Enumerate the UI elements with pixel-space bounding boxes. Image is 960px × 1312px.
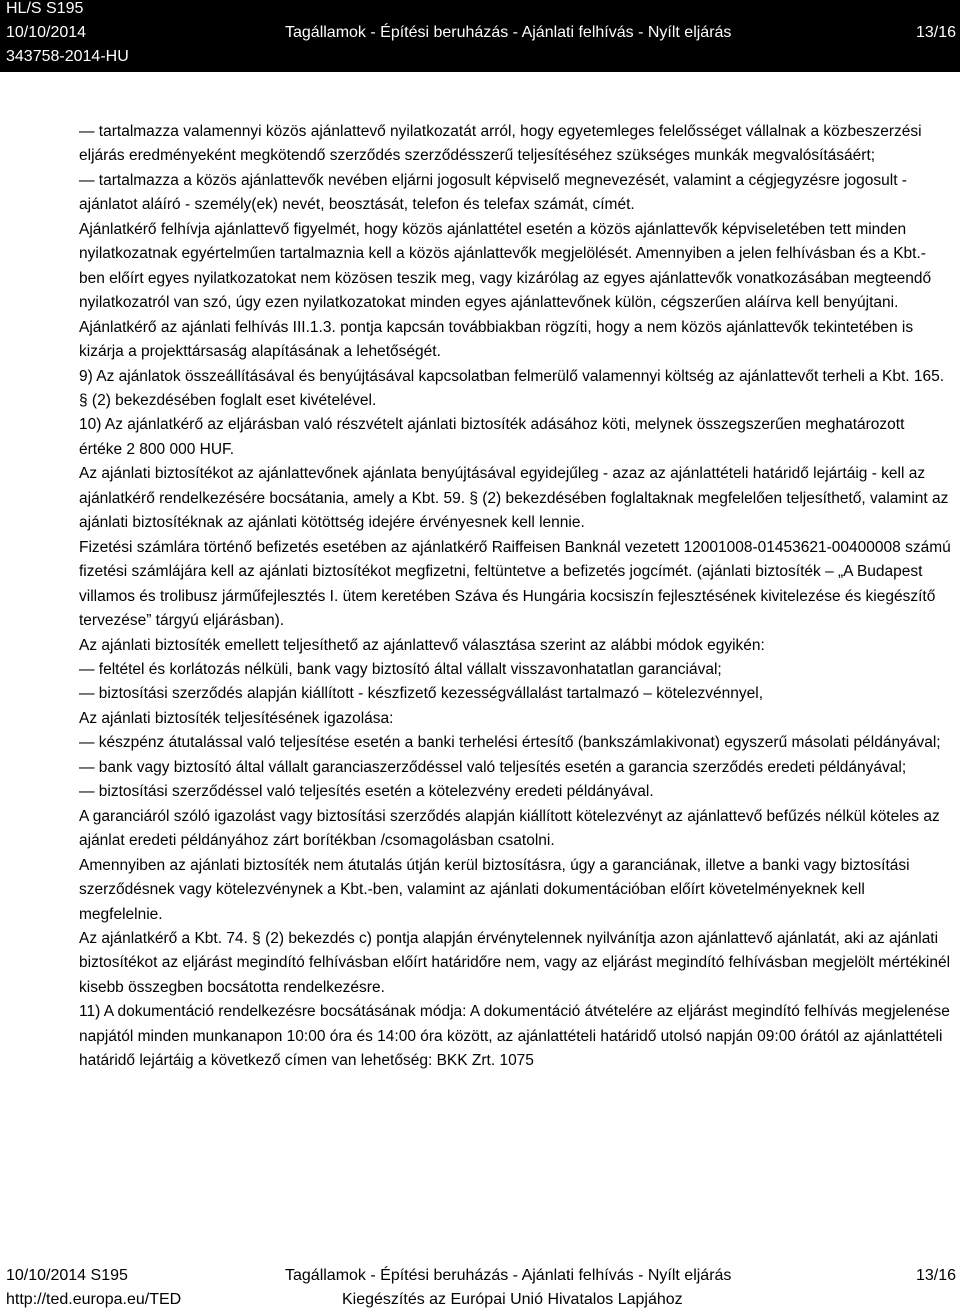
paragraph: — tartalmazza valamennyi közös ajánlattevő nyilatkozatát arról, hogy egyetemleges felelősséget vállalnak a közbeszerzési eljárás eredményeként megkötendő szerződés szerződésszerű teljesítéséhez szükséges munkák megvalósításáért; [79, 123, 922, 165]
page-footer [0, 1262, 960, 1311]
paragraph: — készpénz átutalással való teljesítése esetén a banki terhelési értesítő (bankszámlakivonat) egyszerű másolati példányával; [79, 734, 941, 752]
paragraph: 11) A dokumentáció rendelkezésre bocsátásának módja: A dokumentáció átvételére az eljárást megindító felhívás megjelenése napjától minden munkanapon 10:00 óra és 14:00 óra között, az ajánlattételi határidő utolsó napján 09:00 órától az ajánlattételi határidő lejártáig a következő címen van lehetőség: BKK Zrt. 1075 [79, 1003, 950, 1070]
page-header [0, 0, 960, 72]
header-series: HL/S S195 [6, 0, 84, 17]
paragraph: 9) Az ajánlatok összeállításával és benyújtásával kapcsolatban felmerülő valamennyi költség az ajánlattevőt terheli a Kbt. 165. § (2) bekezdésében foglalt eset kivételével. [79, 367, 945, 409]
paragraph: Fizetési számlára történő befizetés esetében az ajánlatkérő Raiffeisen Banknál vezetett 12001008-01453621-00400008 számú fizetési számlájára kell az ajánlati biztosítékot megfizetni, feltüntetve a befizetés jogcímét. (ajánlati biztosíték – „A Budapest villamos és trolibusz járműfejlesztés I. ütem keretében Száva és Hungária kocsiszín fejlesztésének kivitelezése és kiegészítő tervezése” tárgyú eljárásban). [79, 538, 951, 630]
header-title: Tagállamok - Építési beruházás - Ajánlati felhívás - Nyílt eljárás [285, 24, 732, 41]
paragraph: — feltétel és korlátozás nélküli, bank vagy biztosító által vállalt visszavonhatatlan garanciával; [79, 660, 722, 678]
footer-subtitle: Kiegészítés az Európai Unió Hivatalos Lapjához [342, 1291, 683, 1308]
header-doc-id: 343758-2014-HU [6, 48, 129, 65]
footer-title: Tagállamok - Építési beruházás - Ajánlati felhívás - Nyílt eljárás [285, 1267, 732, 1284]
footer-url: http://ted.europa.eu/TED [6, 1291, 182, 1308]
paragraph: 10) Az ajánlatkérő az eljárásban való részvételt ajánlati biztosíték adásához köti, melynek összegszerűen meghatározott értéke 2 800 000 HUF. [79, 416, 905, 458]
paragraph: Ajánlatkérő felhívja ajánlattevő figyelmét, hogy közös ajánlattétel esetén a közös ajánlattevők képviseletében tett minden nyilatkozatnak egyértelműen tartalmaznia kell a közös ajánlattevők megjelölését. Amennyiben a jelen felhívásban és a Kbt.-ben előírt egyes nyilatkozatokat nem közösen teszik meg, vagy kizárólag az egyes ajánlattevők vonatkozásában megteendő nyilatkozatról van szó, úgy ezen nyilatkozatokat minden egyes ajánlattevőnek külön, cégszerűen aláírva kell benyújtani. [79, 220, 932, 312]
paragraph: Ajánlatkérő az ajánlati felhívás III.1.3. pontja kapcsán továbbiakban rögzíti, hogy a nem közös ajánlattevők tekintetében is kizárja a projekttársaság alapításának a lehetőségét. [79, 318, 914, 361]
paragraph: — bank vagy biztosító által vállalt garanciaszerződéssel való teljesítés esetén a garancia szerződés eredeti példányával; [79, 758, 907, 776]
header-page-number: 13/16 [915, 24, 956, 41]
paragraph: Az ajánlatkérő a Kbt. 74. § (2) bekezdés c) pontja alapján érvénytelennek nyilvánítja azon ajánlattevő ajánlatát, aki az ajánlati biztosítékot az eljárást megindító felhívásban előírt határidőre nem, vagy az eljárást megindító felhívásban megjelölt mértékinél kisebb összegben bocsátotta rendelkezésre. [79, 929, 951, 996]
paragraph: A garanciáról szóló igazolást vagy biztosítási szerződés alapján kiállított kötelezvényt az ajánlattevő befűzés nélkül köteles az ajánlat eredeti példányához zárt borítékban /csomagolásban csatolni. [79, 807, 940, 850]
paragraph: Amennyiben az ajánlati biztosíték nem átutalás útján kerül biztosításra, úgy a garanciának, illetve a banki vagy biztosítási szerződésnek vagy kötelezvénynek a Kbt.-ben, valamint az ajánlati dokumentációban előírt követelményeknek kell megfelelnie. [79, 856, 910, 923]
footer-page-number: 13/16 [915, 1267, 956, 1284]
paragraph: Az ajánlati biztosítékot az ajánlattevőnek ajánlata benyújtásával egyidejűleg - azaz az ajánlattételi határidő lejártáig - kell az ajánlatkérő rendelkezésére bocsátania, amely a Kbt. 59. § (2) bekezdésében foglaltaknak megfelelően teljesíthető, valamint az ajánlati biztosítéknak az ajánlati kötöttség idejére érvényesnek kell lennie. [79, 465, 949, 532]
header-date: 10/10/2014 [6, 24, 87, 41]
footer-date-series: 10/10/2014 S195 [6, 1267, 128, 1284]
paragraph: — biztosítási szerződés alapján kiállított - készfizető kezességvállalást tartalmazó – kötelezvénnyel, [79, 685, 764, 703]
paragraph: Az ajánlati biztosíték emellett teljesíthető az ajánlattevő választása szerint az alábbi módok egyikén: [79, 636, 765, 654]
document-body [79, 120, 951, 1074]
paragraph: — tartalmazza a közös ajánlattevők nevében eljárni jogosult képviselő megnevezését, valamint a cégjegyzésre jogosult - ajánlatot aláíró - személy(ek) nevét, beosztását, telefon és telefax számát, címét. [79, 171, 907, 214]
paragraph: — biztosítási szerződéssel való teljesítés esetén a kötelezvény eredeti példányával. [79, 783, 654, 801]
paragraph: Az ajánlati biztosíték teljesítésének igazolása: [79, 709, 394, 727]
